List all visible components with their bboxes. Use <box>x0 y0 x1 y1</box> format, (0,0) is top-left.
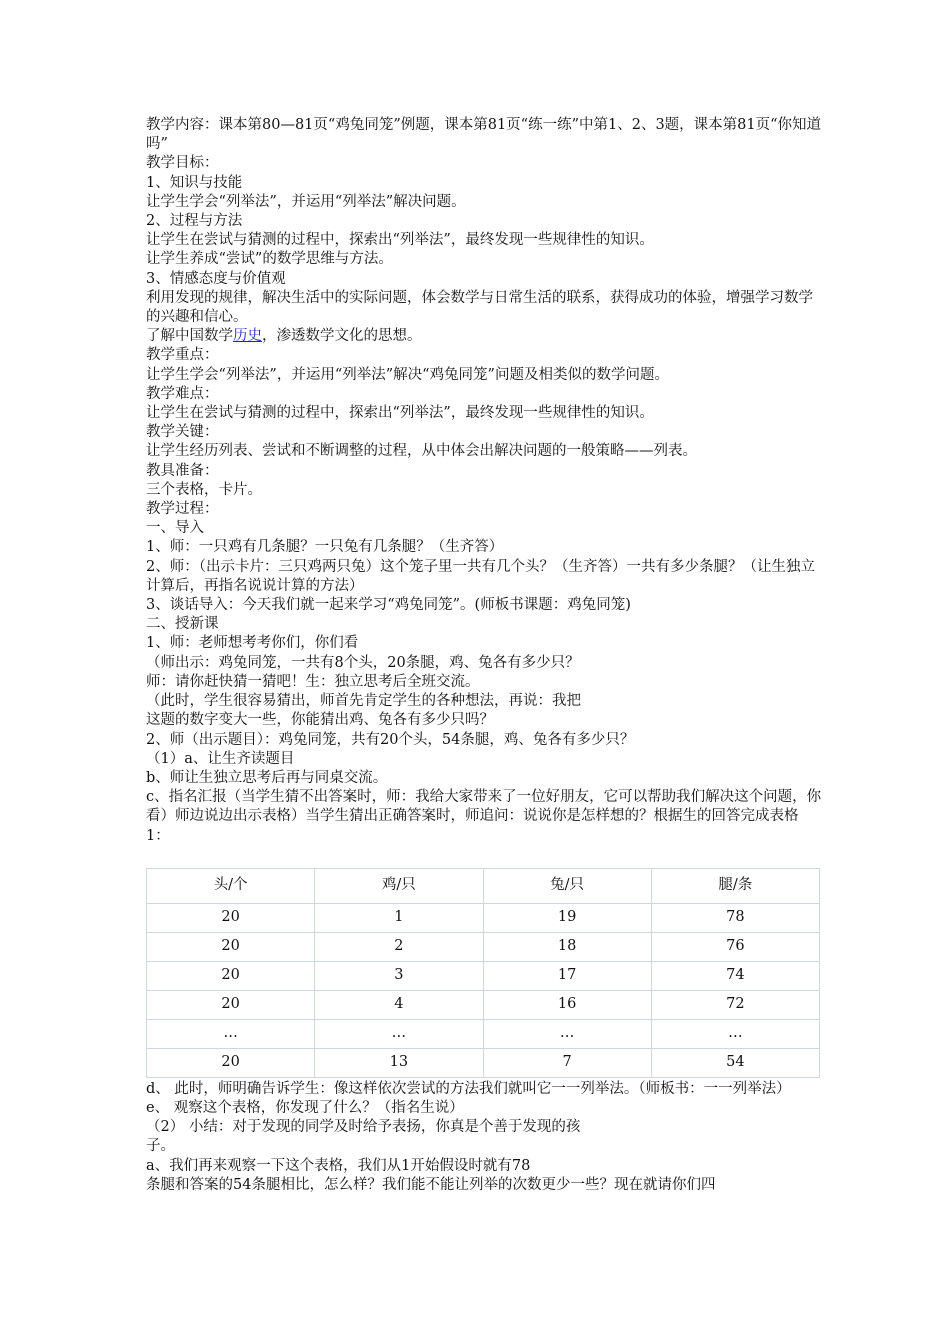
paragraph: 让学生在尝试与猜测的过程中，探索出“列举法”，最终发现一些规律性的知识。 <box>146 232 654 249</box>
paragraph: c、指名汇报（当学生猜不出答案时，师：我给大家带来了一位好朋友，它可以帮助我们解决这个问题，你看）师边说边出示表格）当学生猜出正确答案时，师追问：说说你是怎样想的？根据生的回答完成表格1： <box>146 789 822 844</box>
table-row <box>147 903 820 932</box>
paragraph: 子。 <box>146 1138 175 1155</box>
paragraph: 让学生学会“列举法”，并运用“列举法”解决问题。 <box>146 193 466 210</box>
table-row <box>147 1019 820 1048</box>
paragraph: 教学重点： <box>146 347 219 364</box>
header-cell-rabbits: 兔/只 <box>483 868 651 903</box>
table-row <box>147 961 820 990</box>
table-cell: 16 <box>483 990 651 1019</box>
header-cell-heads: 头/个 <box>147 868 315 903</box>
paragraph: （此时，学生很容易猜出，师首先肯定学生的各种想法，再说：我把 <box>146 693 581 710</box>
paragraph: 让学生经历列表、尝试和不断调整的过程，从中体会出解决问题的一般策略——列表。 <box>146 443 697 460</box>
table-cell: 72 <box>651 990 819 1019</box>
table-row <box>147 1048 820 1077</box>
table-cell: 3 <box>315 961 483 990</box>
table-cell: 78 <box>651 903 819 932</box>
table-cell: 20 <box>147 990 315 1019</box>
paragraph: 1、师：一只鸡有几条腿？一只兔有几条腿？（生齐答） <box>146 539 504 556</box>
paragraph: 教学目标： <box>146 155 219 172</box>
paragraph: a、我们再来观察一下这个表格，我们从1开始假设时就有78 <box>146 1157 531 1174</box>
paragraph: 一、导入 <box>146 520 204 537</box>
paragraph: 教学过程： <box>146 501 219 518</box>
paragraph: 教学难点： <box>146 385 219 402</box>
table-cell: … <box>483 1019 651 1048</box>
table-cell: 7 <box>483 1048 651 1077</box>
table-header-row <box>147 868 820 903</box>
table-cell: 4 <box>315 990 483 1019</box>
header-cell-chickens: 鸡/只 <box>315 868 483 903</box>
paragraph: 2、过程与方法 <box>146 213 243 230</box>
table-cell: 20 <box>147 961 315 990</box>
table-row <box>147 932 820 961</box>
paragraph: 这题的数字变大一些，你能猜出鸡、兔各有多少只吗？ <box>146 712 494 729</box>
paragraph: 3、谈话导入：今天我们就一起来学习“鸡兔同笼”。(师板书课题：鸡兔同笼) <box>146 597 631 614</box>
paragraph: （师出示：鸡兔同笼，一共有8个头，20条腿，鸡、兔各有多少只？ <box>146 654 580 671</box>
paragraph: 让学生在尝试与猜测的过程中，探索出“列举法”，最终发现一些规律性的知识。 <box>146 405 654 422</box>
paragraph: 条腿和答案的54条腿相比，怎么样？我们能不能让列举的次数更少一些？现在就请你们四 <box>146 1176 716 1193</box>
paragraph: d、 此时，师明确告诉学生：像这样依次尝试的方法我们就叫它一一列举法。（师板书：一一列举法） <box>146 1080 791 1097</box>
paragraph: b、师让生独立思考后再与同桌交流。 <box>146 769 388 786</box>
table-cell: 19 <box>483 903 651 932</box>
paragraph: 让学生学会“列举法”，并运用“列举法”解决“鸡兔同笼”问题及相类似的数学问题。 <box>146 366 669 383</box>
table-cell: 1 <box>315 903 483 932</box>
table-cell: 20 <box>147 1048 315 1077</box>
paragraph: 1、师：老师想考考你们，你们看 <box>146 635 359 652</box>
paragraph: 教学关键： <box>146 424 219 441</box>
paragraph: 3、情感态度与价值观 <box>146 270 286 287</box>
table-cell: 20 <box>147 903 315 932</box>
paragraph: 三个表格，卡片。 <box>146 481 262 498</box>
table-cell: 74 <box>651 961 819 990</box>
table-row <box>147 990 820 1019</box>
history-link[interactable]: 历史 <box>233 328 262 345</box>
history-text-after: ，渗透数学文化的思想。 <box>262 328 422 345</box>
paragraph: （1）a、让生齐读题目 <box>146 750 295 767</box>
paragraph: 2、师（出示题目）：鸡兔同笼，共有20个头，54条腿，鸡、兔各有多少只？ <box>146 731 635 748</box>
table-cell: 20 <box>147 932 315 961</box>
history-paragraph <box>146 327 822 346</box>
paragraph: 教具准备： <box>146 462 219 479</box>
table-cell: 18 <box>483 932 651 961</box>
header-cell-legs: 腿/条 <box>651 868 819 903</box>
document-body <box>146 116 822 1195</box>
paragraph: 让学生养成“尝试”的数学思维与方法。 <box>146 251 393 268</box>
paragraph: e、 观察这个表格，你发现了什么？（指名生说） <box>146 1099 464 1116</box>
paragraph: 师：请你赶快猜一猜吧！生：独立思考后全班交流。 <box>146 673 480 690</box>
table-cell: 13 <box>315 1048 483 1077</box>
paragraph: 二、授新课 <box>146 616 219 633</box>
paragraph: 1、知识与技能 <box>146 174 243 191</box>
history-text-before: 了解中国数学 <box>146 328 233 345</box>
table-cell: … <box>315 1019 483 1048</box>
paragraph: 利用发现的规律，解决生活中的实际问题，体会数学与日常生活的联系，获得成功的体验，增强学习数学的兴趣和信心。 <box>146 289 813 326</box>
table-cell: … <box>147 1019 315 1048</box>
paragraph: （2） 小结：对于发现的同学及时给予表扬，你真是个善于发现的孩 <box>146 1119 581 1136</box>
table-cell: 2 <box>315 932 483 961</box>
table-cell: 54 <box>651 1048 819 1077</box>
paragraph: 教学内容：课本第80—81页“鸡兔同笼”例题，课本第81页“练一练”中第1、2、3题，课本第81页“你知道吗” <box>146 117 822 153</box>
paragraph: 2、师：（出示卡片：三只鸡两只兔）这个笼子里一共有几个头？（生齐答）一共有多少条腿？（让生独立计算后，再指名说说计算的方法） <box>146 558 815 594</box>
table-1 <box>146 868 820 1078</box>
table-cell: 17 <box>483 961 651 990</box>
table-cell: 76 <box>651 932 819 961</box>
table-cell: … <box>651 1019 819 1048</box>
